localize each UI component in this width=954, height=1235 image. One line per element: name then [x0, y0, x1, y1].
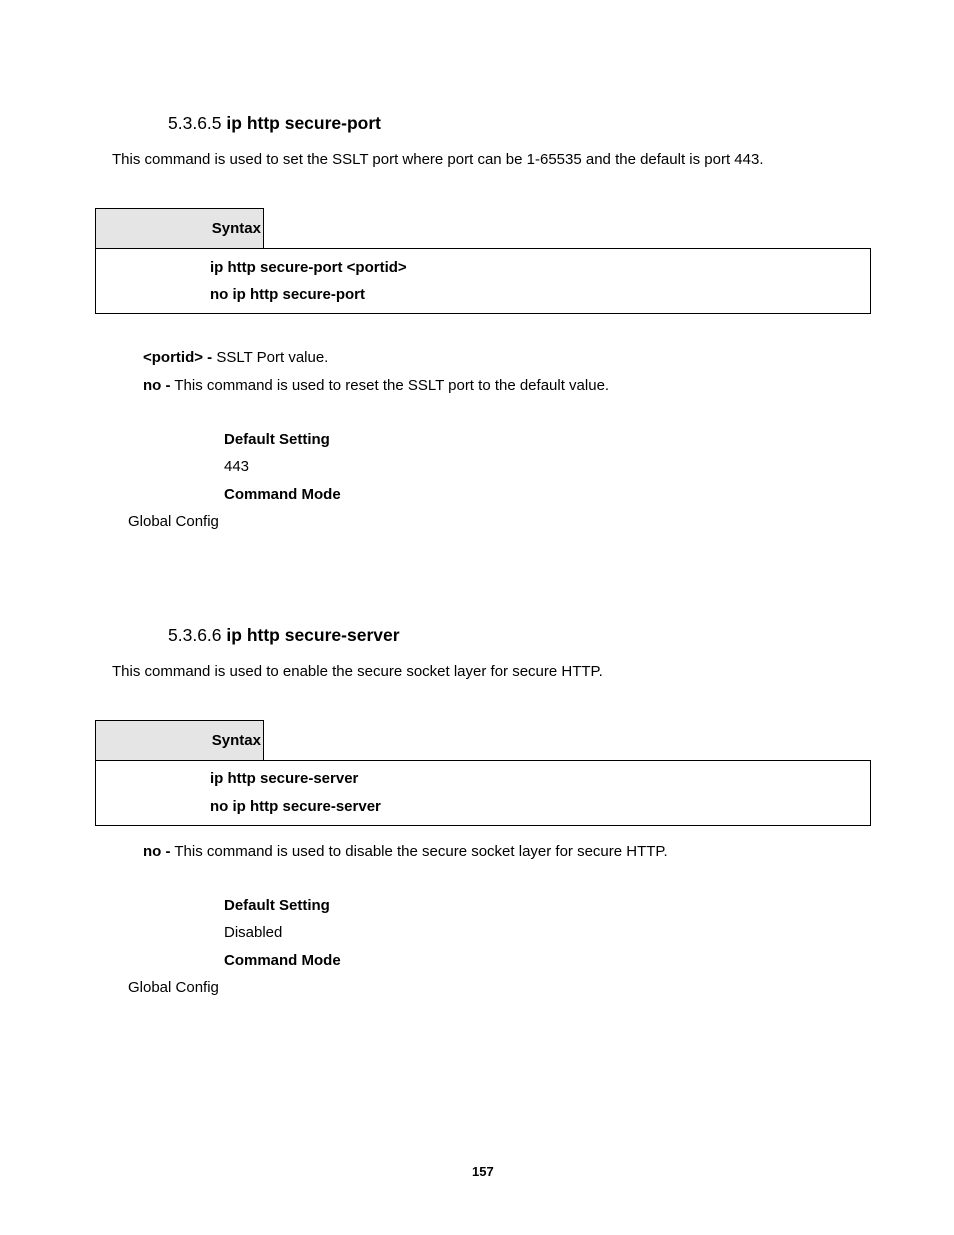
syntax-line: no ip http secure-port	[210, 286, 365, 303]
command-mode-value: Global Config	[128, 513, 219, 530]
param-desc: This command is used to disable the secure socket layer for secure HTTP.	[170, 843, 668, 860]
section-title: ip http secure-port	[226, 113, 381, 133]
param-item	[143, 349, 328, 367]
section-heading	[168, 113, 381, 133]
syntax-label: Syntax	[211, 220, 261, 237]
param-item	[143, 377, 609, 395]
default-setting-value: 443	[224, 458, 250, 475]
param-item	[143, 843, 668, 861]
command-mode-label: Command Mode	[224, 486, 341, 503]
param-desc: SSLT Port value.	[212, 349, 329, 366]
section-heading	[168, 625, 400, 645]
page-number: 157	[472, 1164, 494, 1179]
default-setting-label: Default Setting	[224, 897, 330, 914]
syntax-line: no ip http secure-server	[210, 798, 381, 815]
section-description: This command is used to enable the secure socket layer for secure HTTP.	[112, 663, 603, 680]
syntax-tab	[95, 720, 264, 760]
syntax-box	[95, 760, 871, 826]
param-term: <portid> -	[143, 349, 213, 366]
command-mode-value: Global Config	[128, 979, 219, 996]
command-mode-label: Command Mode	[224, 952, 341, 969]
syntax-label: Syntax	[211, 732, 261, 749]
param-desc: This command is used to reset the SSLT port to the default value.	[170, 377, 610, 394]
syntax-line: ip http secure-server	[210, 770, 359, 787]
section-description: This command is used to set the SSLT port where port can be 1-65535 and the default is port 443.	[112, 151, 764, 168]
default-setting-value: Disabled	[224, 924, 283, 941]
param-term: no -	[143, 377, 171, 394]
section-number: 5.3.6.5	[168, 113, 222, 133]
syntax-box	[95, 248, 871, 314]
param-term: no -	[143, 843, 171, 860]
syntax-tab	[95, 208, 264, 248]
default-setting-label: Default Setting	[224, 431, 330, 448]
section-number: 5.3.6.6	[168, 625, 222, 645]
syntax-line: ip http secure-port <portid>	[210, 259, 407, 276]
section-title: ip http secure-server	[226, 625, 400, 645]
